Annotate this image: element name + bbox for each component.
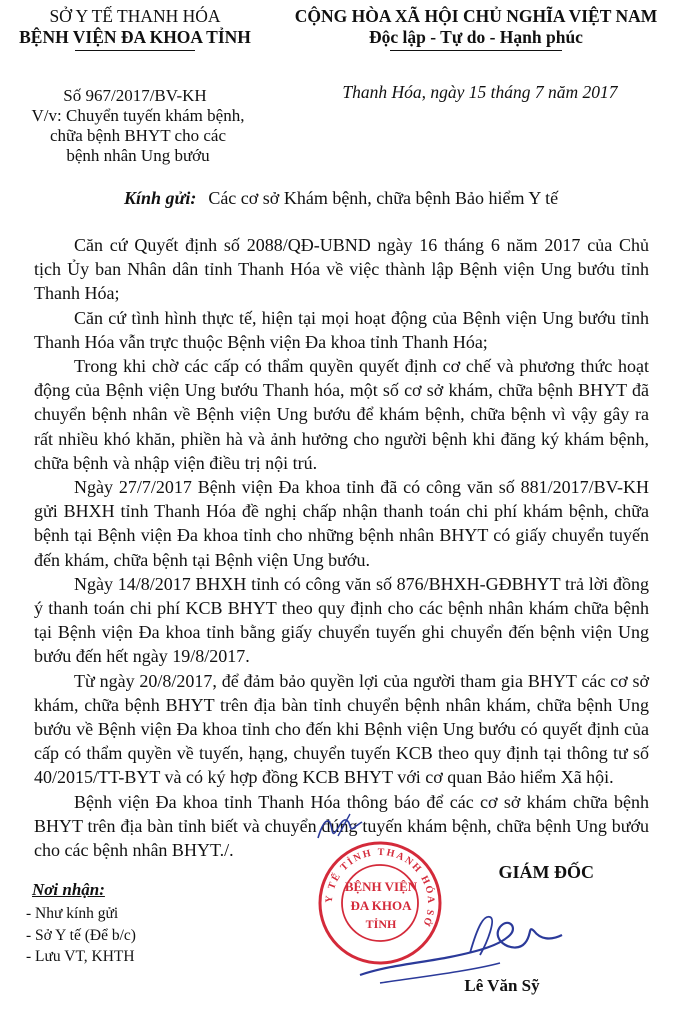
document-body	[34, 233, 649, 862]
signer-title: GIÁM ĐỐC	[498, 862, 594, 882]
national-header	[270, 6, 682, 51]
body-paragraph: Căn cứ Quyết định số 2088/QĐ-UBND ngày 16 tháng 6 năm 2017 của Chủ tịch Ủy ban Nhân dân tỉnh Thanh Hóa về việc thành lập Bệnh viện Ung bướu tỉnh Thanh Hóa;	[34, 235, 649, 304]
subject-line: bệnh nhân Ung bướu	[66, 146, 210, 165]
recipient-line	[124, 188, 664, 209]
document-date: Thanh Hóa, ngày 15 tháng 7 năm 2017	[342, 82, 618, 102]
stamp-line: BỆNH VIỆN	[344, 879, 418, 894]
signer-name: Lê Văn Sỹ	[464, 976, 540, 995]
recipients-item: - Lưu VT, KHTH	[26, 948, 135, 965]
body-paragraph: Ngày 14/8/2017 BHXH tỉnh có công văn số 876/BHXH-GĐBHYT trả lời đồng ý thanh toán chi phí KCB BHYT theo quy định cho các bệnh nhân khám chữa bệnh tại Bệnh viện Đa khoa tỉnh bằng giấy chuyển tuyến ghi chuyển đến bệnh viện Ung bướu đến hết ngày 19/8/2017.	[34, 573, 649, 667]
recipients-list	[26, 903, 136, 968]
subject-line: V/v: Chuyển tuyến khám bệnh,	[31, 106, 245, 125]
body-paragraph: Căn cứ tình hình thực tế, hiện tại mọi hoạt động của Bệnh viện Ung bướu tỉnh Thanh Hóa vẫn trực thuộc Bệnh viện Đa khoa tỉnh Thanh Hóa;	[34, 307, 649, 352]
issuer-header	[10, 6, 260, 51]
recipients-item: - Sở Y tế (Để b/c)	[26, 926, 136, 944]
issuer-parent-org: SỞ Y TẾ THANH HÓA	[49, 6, 221, 26]
national-motto: Độc lập - Tự do - Hạnh phúc	[369, 27, 583, 47]
document-subject	[18, 106, 258, 166]
issuer-org-name: BỆNH VIỆN ĐA KHOA TỈNH	[19, 27, 251, 47]
stamp-line: ĐA KHOA	[350, 898, 412, 913]
issuer-underline	[75, 50, 195, 51]
body-paragraph: Trong khi chờ các cấp có thẩm quyền quyết định cơ chế và phương thức hoạt động của Bệnh viện Ung bướu Thanh hóa, một số cơ sở khám, chữa bệnh BHYT đã chuyển bệnh nhân về Bệnh viện Ung bướu để khám bệnh, chữa bệnh vì vậy gây ra rất nhiều khó khăn, phiền hà và ảnh hưởng cho người bệnh khi đăng ký khám bệnh, chữa bệnh và nhập viện điều trị nội trú.	[34, 356, 649, 473]
body-paragraph: Bệnh viện Đa khoa tỉnh Thanh Hóa thông báo để các cơ sở khám chữa bệnh BHYT trên địa bàn tỉnh biết và chuyển đúng tuyến khám bệnh, chữa bệnh Ung bướu cho các bệnh nhân BHYT./.	[34, 791, 649, 861]
body-paragraph: Ngày 27/7/2017 Bệnh viện Đa khoa tỉnh đã có công văn số 881/2017/BV-KH gửi BHXH tỉnh Thanh Hóa đề nghị chấp nhận thanh toán chi phí khám bệnh, chữa bệnh tại Bệnh viện Đa khoa tỉnh cho những bệnh nhân BHYT có giấy chuyển tuyến đến khám, chữa bệnh tại Bệnh viện Ung bướu.	[34, 477, 649, 570]
recipient-label: Kính gửi:	[124, 188, 197, 208]
recipients-title: Nơi nhận:	[32, 880, 105, 899]
recipient-value: Các cơ sở Khám bệnh, chữa bệnh Bảo hiểm Y tế	[208, 188, 559, 208]
country-name: CỘNG HÒA XÃ HỘI CHỦ NGHĨA VIỆT NAM	[294, 6, 658, 26]
recipients-item: - Như kính gửi	[26, 905, 119, 922]
stamp-ring-text: Y TẾ TỈNH THANH HÓA SỞ	[323, 846, 437, 929]
subject-line: chữa bệnh BHYT cho các	[49, 126, 226, 145]
motto-underline	[390, 50, 562, 51]
stamp-line: TỈNH	[365, 917, 397, 931]
document-number: Số 967/2017/BV-KH	[63, 86, 207, 105]
body-paragraph: Từ ngày 20/8/2017, để đảm bảo quyền lợi của người tham gia BHYT các cơ sở khám, chữa bệnh BHYT trên địa bàn tỉnh chuyển bệnh nhân khám, chữa bệnh Ung bướu về Bệnh viện Đa khoa tỉnh cho đến khi Bệnh viện Ung bướu có quyết định của cấp có thẩm quyền về tuyến, hạng, chuyển tuyến KCB theo quy định tại thông tư số 40/2015/TT-BYT và có ký hợp đồng KCB BHYT với cơ quan Bảo hiểm Xã hội.	[34, 670, 649, 788]
